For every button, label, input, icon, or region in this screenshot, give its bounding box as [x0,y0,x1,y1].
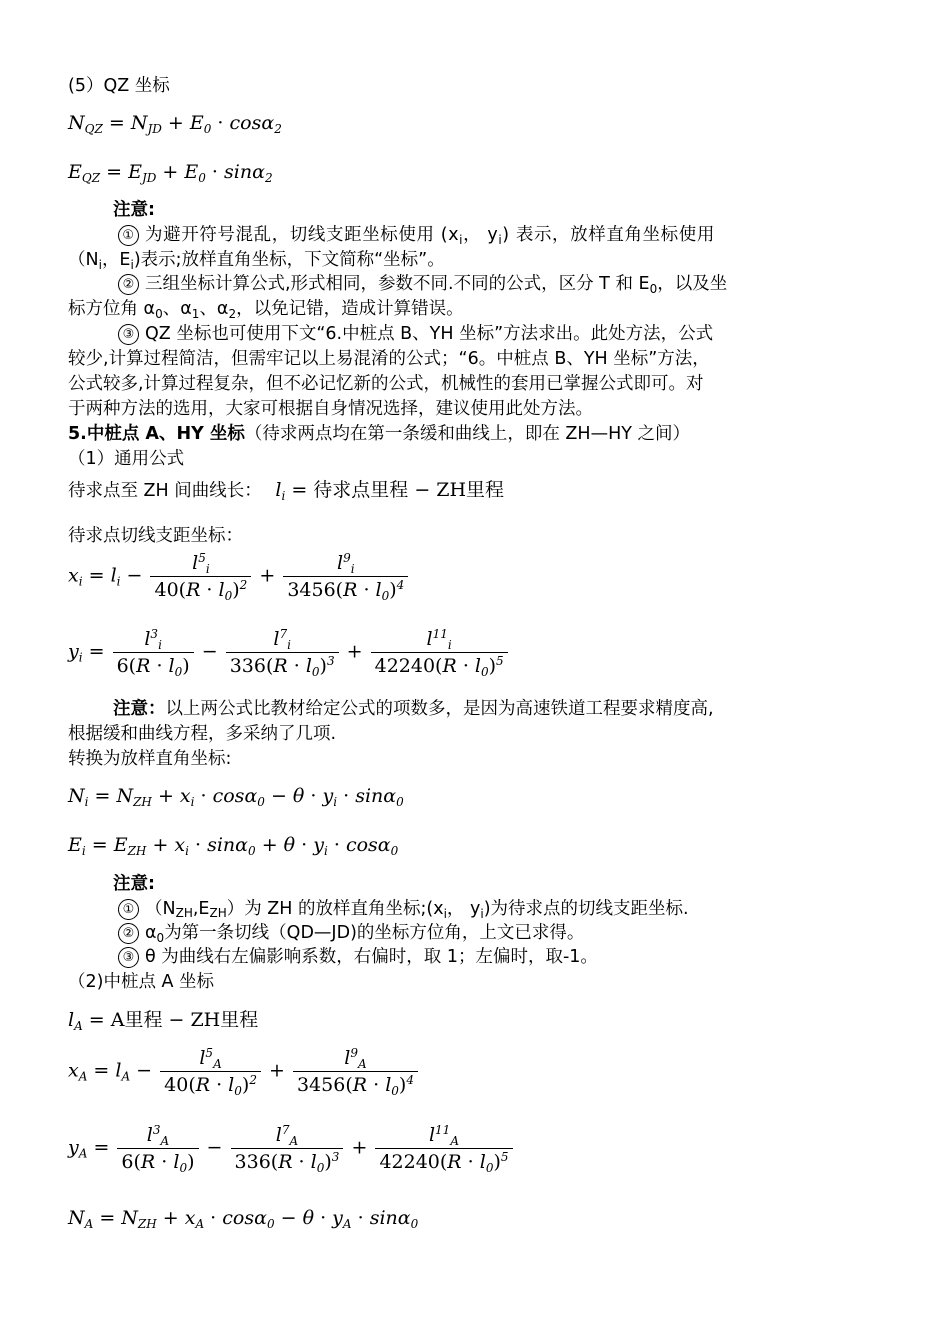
hy-note-2: ② $\alpha_0$为第一条切线（QD—JD)的坐标方位角，上文已求得。 [118,921,584,945]
heading-qz: (5）QZ 坐标 [68,76,170,96]
formula-y-a: $y_A$ = $\frac{l^3_A}{6(R \cdot l_0)}$ − $\frac{l^7_A}{336(R \cdot l_0)^3}$ + $\frac{l^{11}_A}{42240(R \cdot l_0)^5}$ [68,1122,515,1175]
formula-y-i: $y_i$ = $\frac{l^3_i}{6(R \cdot l_0)}$ − $\frac{l^7_i}{336(R \cdot l_0)^3}$ + $\frac{l^{11}_i}{42240(R \cdot l_0)^5}$ [68,626,510,679]
qz-note-2: ② 三组坐标计算公式,形式相同，参数不同.不同的公式，区分 T 和 $E_0$，以及坐 [118,272,727,296]
note-title-qz: 注意: [113,200,155,220]
section-5-title: 5.中桩点 A、HY 坐标 [68,424,245,444]
qz-note-3: ③ QZ 坐标也可使用下文“6.中桩点 B、YH 坐标”方法求出。此处方法，公式 [118,322,713,346]
qz-note-3-line2: 较少,计算过程简洁，但需牢记以上易混淆的公式；“6。中桩点 B、YH 坐标”方法， [68,349,710,369]
formula-x-i: $x_i = l_i$ − $\frac{l^5_i}{40(R \cdot l_0)^2}$ + $\frac{l^9_i}{3456(R \cdot l_0)^4}$ [68,550,410,603]
formula-n-qz: $N_{QZ} = N_{JD} + E_0 \cdot \cos\alpha_2$ [68,112,282,136]
subheading-point-a: （2)中桩点 A 坐标 [68,972,215,992]
hy-note-1: ① （NZH,EZH）为 ZH 的放样直角坐标$;(x_i$， $y_i$)为待求点的切线支距坐标. [118,897,689,925]
arc-length-line: 待求点至 ZH 间曲线长： $l_i$ = 待求点里程 − ZH里程 [68,479,505,503]
qz-note-1: ① 为避开符号混乱，切线支距坐标使用 ($x_i$， $y_i$) 表示，放样直角坐标使用 [118,223,715,247]
subheading-general-formula: （1）通用公式 [68,449,185,469]
formula-l-a: $l_A = A$里程 − ZH里程 [68,1009,259,1033]
formula-x-a: $x_A = l_A$ − $\frac{l^5_A}{40(R \cdot l_0)^2}$ + $\frac{l^9_A}{3456(R \cdot l_0)^4}$ [68,1045,420,1098]
qz-note-1-cont: （$N_i$，$E_i$)表示;放样直角坐标，下文简称“坐标”。 [68,250,445,272]
section-5-heading [68,422,690,446]
qz-note-2-cont: 标方位角 $\alpha_0$、$\alpha_1$、$\alpha_2$，以免记错，造成计算错误。 [68,299,464,321]
precision-note-cont: 根据缓和曲线方程，多采纳了几项. [68,724,337,744]
formula-e-qz: $E_{QZ} = E_{JD} + E_0 \cdot \sin\alpha_2$ [68,161,273,185]
tangent-offset-label: 待求点切线支距坐标： [68,526,243,546]
qz-note-3-line4: 于两种方法的选用，大家可根据自身情况选择，建议使用此处方法。 [68,399,593,419]
convert-label: 转换为放样直角坐标: [68,749,232,769]
precision-note: 注意：以上两公式比教材给定公式的项数多，是因为高速铁道工程要求精度高, [113,699,714,719]
hy-note-3: ③ θ 为曲线右左偏影响系数，右偏时，取 1；左偏时，取-1。 [118,945,598,969]
formula-n-a: $N_A = N_{ZH} + x_A \cdot \cos\alpha_0 - \theta \cdot y_A \cdot \sin\alpha_0$ [68,1207,419,1231]
qz-note-3-line3: 公式较多,计算过程复杂，但不必记忆新的公式，机械性的套用已掌握公式即可。对 [68,374,704,394]
section-5-desc: （待求两点均在第一条缓和曲线上，即在 ZH—HY 之间） [244,424,690,444]
formula-e-i: $E_i = E_{ZH} + x_i \cdot \sin\alpha_0 + \theta \cdot y_i \cdot \cos\alpha_0$ [68,834,399,858]
formula-n-i: $N_i = N_{ZH} + x_i \cdot \cos\alpha_0 - \theta \cdot y_i \cdot \sin\alpha_0$ [68,785,404,809]
note-title-hy: 注意: [113,874,155,894]
